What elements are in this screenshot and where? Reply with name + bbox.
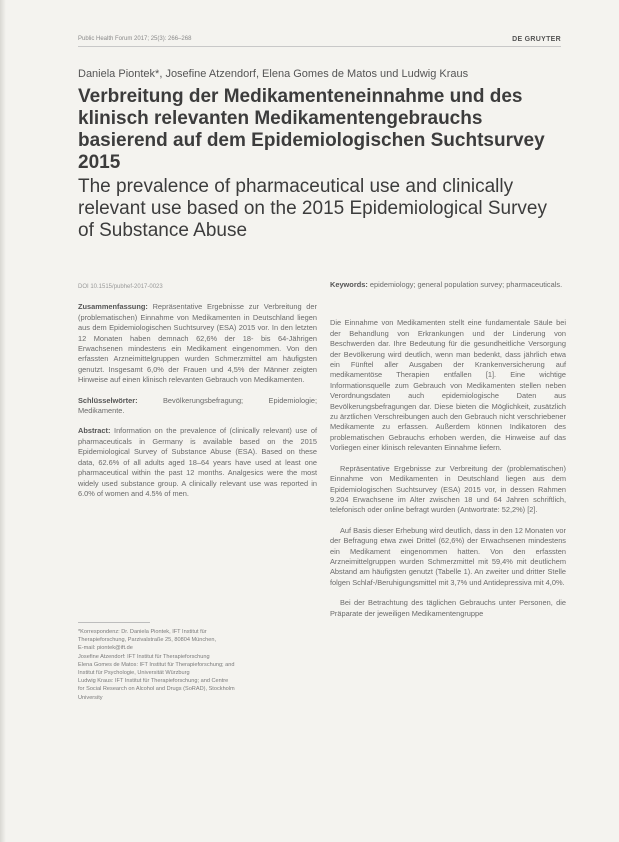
- footnote-line: for Social Research on Alcohol and Drugs (SoRAD), Stockholm: [78, 686, 235, 693]
- abstract: [78, 426, 317, 499]
- footnote-line: E-mail: piontek@ift.de: [78, 645, 133, 652]
- left-column: [78, 282, 317, 509]
- title-english: The prevalence of pharmaceutical use and clinically relevant use based on the 2015 Epidemiological Survey of Substance Abuse: [78, 176, 547, 241]
- keywords: [330, 280, 566, 290]
- abstract-text: Information on the prevalence of (clinically relevant) use of pharmaceuticals in Germany is available based on the 2015 Epidemiological Survey of Substance Abuse (ESA). Based on these data, 62.6% of all adults aged 18–64 years have used at least one pharmaceutical within the past 12 months. Analgesics were the most widely used substance group. A clinically relevant use was reported in 6.0% of women and 4.5% of men.: [78, 426, 317, 498]
- abstract-label: Abstract:: [78, 426, 111, 436]
- doi: DOI 10.1515/pubhef-2017-0023: [78, 284, 163, 290]
- title-german: Verbreitung der Medikamenteneinnahme und des klinisch relevanten Medikamentengebrauchs basierend auf dem Epidemiologischen Suchtsurvey 2015: [78, 86, 545, 173]
- author-list: Daniela Piontek*, Josefine Atzendorf, Elena Gomes de Matos und Ludwig Kraus: [78, 68, 469, 80]
- schluesselwoerter-text: Bevölkerungsbefragung; Epidemiologie; Medikamente.: [78, 395, 317, 416]
- footnote-rule: [78, 622, 150, 623]
- keywords-label: Keywords:: [330, 280, 368, 289]
- body-paragraph-4: Bei der Betrachtung des täglichen Gebrauchs unter Personen, die Präparate der jeweiligen Medikamentengruppe: [330, 598, 566, 618]
- schluesselwoerter: [78, 396, 317, 417]
- zusammenfassung-label: Zusammenfassung:: [78, 302, 148, 312]
- schluesselwoerter-label: Schlüsselwörter:: [78, 395, 138, 405]
- footnote-line: Josefine Atzendorf: IFT Institut für Therapieforschung: [78, 653, 210, 660]
- footnote-line: Institut für Psychologie, Universität Würzburg: [78, 670, 190, 677]
- correspondence-footnote: [78, 628, 318, 702]
- body-paragraph-2: Repräsentative Ergebnisse zur Verbreitung der (problematischen) Einnahme von Medikamenten in Deutschland liegen aus dem Epidemiologischen Suchtsurvey (ESA) 2015 vor, in dessen Rahmen 9.204 Erwachsene im Alter zwischen 18 und 64 Jahren schriftlich, telefonisch oder online befragt wurden (Antwortrate: 52,2%) [2].: [330, 463, 566, 515]
- zusammenfassung-text: Repräsentative Ergebnisse zur Verbreitung der (problematischen) Einnahme von Medikamenten in Deutschland liegen aus dem Epidemiologischen Suchtsurvey (ESA) 2015 vor. In den letzten 12 Monaten haben demnach 62,6% der 18- bis 64-Jährigen Erwachsenen mindestens ein Medikament eingenommen. Von den erfassten Arzneimittelgruppen wurden Schmerzmittel am häufigsten genutzt. Insgesamt 6,0% der Frauen und 4,5% der Männer zeigten Hinweise auf einen klinisch relevanten Gebrauch von Medikamenten.: [78, 302, 317, 385]
- footnote-line: Therapieforschung, Parzivalstraße 25, 80804 München,: [78, 637, 217, 644]
- right-column: [330, 280, 566, 629]
- publisher-name: DE GRUYTER: [512, 36, 561, 43]
- footnote-line: Elena Gomes de Matos: IFT Institut für Therapieforschung; and: [78, 661, 235, 668]
- journal-citation: Public Health Forum 2017; 25(3): 266–268: [78, 36, 192, 42]
- body-paragraph-1: Die Einnahme von Medikamenten stellt eine fundamentale Säule bei der Behandlung von Erkrankungen und der Linderung von Beschwerden dar. Ihre Bedeutung für die gesundheitliche Versorgung der Bevölkerung wird deutlich, wenn man bedenkt, dass jährlich etwa ein Fünftel aller Ausgaben der Krankenversicherung auf medikamentöse Therapien entfallen [1]. Eine wichtige Informationsquelle zum Gebrauch von Medikamenten stellen neben Verordnungsdaten auch epidemiologische Daten aus Bevölkerungsbefragungen dar. Diese bieten die Möglichkeit, zusätzlich zu ärztlichen Verschreibungen auch den Gebrauch nicht verschriebener Medikamente zu erfassen. Außerdem können Indikatoren des problematischen Gebrauchs erhoben werden, die Hinweise auf das Vorliegen einer klinisch relevanten Einnahme liefern.: [330, 318, 566, 453]
- running-header: [78, 36, 561, 43]
- footnote-line: *Korrespondenz: Dr. Daniela Piontek, IFT Institut für: [78, 629, 207, 635]
- header-rule: [78, 46, 561, 47]
- zusammenfassung: [78, 302, 317, 385]
- scan-edge-shadow: [0, 0, 6, 842]
- footnote-line: Ludwig Kraus: IFT Institut für Therapieforschung; and Centre: [78, 678, 229, 685]
- footnote-line: University: [78, 694, 103, 701]
- body-paragraph-3: Auf Basis dieser Erhebung wird deutlich, dass in den 12 Monaten vor der Befragung etwa zwei Drittel (62,6%) der Erwachsenen mindestens ein Medikament eingenommen hatten. Von den erfassten Arzneimittelgruppen wurden Schmerzmittel mit 59,4% mit deutlichem Abstand am häufigsten genutzt (Tabelle 1). An zweiter und dritter Stelle folgen Schlaf-/Beruhigungsmittel mit 3,7% und Antidepressiva mit 4,0%.: [330, 525, 566, 587]
- keywords-text: epidemiology; general population survey; pharmaceuticals.: [369, 280, 563, 289]
